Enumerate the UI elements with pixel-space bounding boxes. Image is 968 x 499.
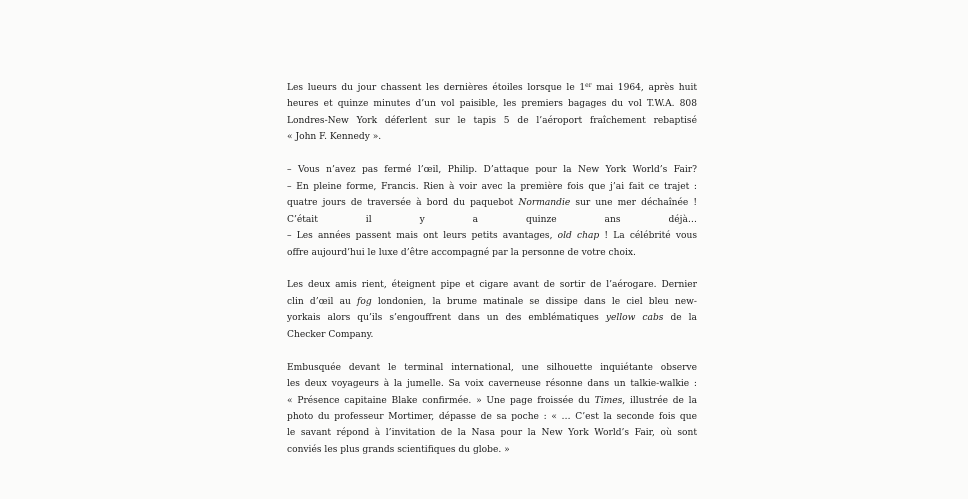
text-line: [287, 228, 697, 244]
text-line: [287, 179, 697, 195]
text-line: [287, 113, 697, 129]
text-line: [287, 96, 697, 112]
italic-text: yellow cabs: [605, 313, 664, 324]
text-line: [287, 162, 697, 178]
text-run: – Vous n’avez pas fermé l’œil, Philip. D’attaque pour la New York World’s Fair?: [287, 165, 697, 176]
text-run: « Présence capitaine Blake confirmée. » Une page froissée du: [287, 395, 595, 406]
paragraph: [287, 277, 697, 343]
italic-text: Normandie: [518, 198, 571, 209]
text-run: conviés les plus grands scientifiques du globe. »: [287, 444, 510, 455]
text-run: mai 1964, après huit: [591, 83, 698, 93]
text-line: [287, 360, 697, 376]
text-run: « John F. Kennedy ».: [287, 132, 382, 143]
text-line: [287, 195, 697, 211]
text-line: [287, 277, 697, 293]
text-run: – En pleine forme, Francis. Rien à voir avec la première fois que j’ai fait ce trajet :: [287, 181, 697, 192]
text-run: le savant répond à l’invitation de la Nasa pour la New York World’s Fair, où sont: [287, 428, 697, 439]
text-run: ! La célébrité vous: [599, 231, 697, 242]
text-run: , illustrée de la: [622, 395, 698, 406]
text-run: offre aujourd’hui le luxe d’être accompagné par la personne de votre choix.: [287, 247, 636, 258]
text-line: [287, 212, 697, 228]
text-run: sur une mer déchaînée !: [570, 198, 698, 209]
text-line: [287, 80, 697, 96]
italic-text: Times: [594, 395, 623, 406]
text-run: yorkais alors qu’ils s’engouffrent dans un des emblématiques: [287, 313, 606, 324]
italic-text: fog: [357, 296, 372, 307]
italic-text: old chap: [557, 231, 600, 242]
text-line: [287, 442, 697, 458]
paragraph: [287, 80, 697, 146]
text-line: [287, 393, 697, 409]
paragraph: [287, 162, 697, 261]
text-line: [287, 409, 697, 425]
text-line: [287, 425, 697, 441]
text-run: Checker Company.: [287, 329, 374, 340]
text-run: heures et quinze minutes d’un vol paisible, les premiers bagages du vol T.W.A. 808: [287, 99, 697, 110]
text-run: C’était il y a quinze ans déjà…: [287, 214, 697, 225]
text-run: Embusquée devant le terminal international, une silhouette inquiétante observe: [287, 362, 697, 373]
text-run: Londres-New York déferlent sur le tapis 5 de l’aéroport fraîchement rebaptisé: [287, 115, 697, 126]
text-line: [287, 245, 697, 261]
text-run: clin d’œil au: [287, 296, 358, 307]
text-run: photo du professeur Mortimer, dépasse de sa poche : « … C’est la seconde fois que: [287, 412, 697, 423]
text-run: de la: [663, 313, 697, 324]
text-line: [287, 327, 697, 343]
text-line: [287, 376, 697, 392]
text-run: quatre jours de traversée à bord du paquebot: [287, 198, 519, 209]
text-run: les deux voyageurs à la jumelle. Sa voix caverneuse résonne dans un talkie-walkie :: [287, 379, 697, 390]
text-line: [287, 129, 697, 145]
text-line: [287, 310, 697, 326]
body-text: [287, 80, 697, 458]
text-run: londonien, la brume matinale se dissipe dans le ciel bleu new-: [371, 296, 697, 307]
text-run: Les lueurs du jour chassent les dernières étoiles lorsque le 1: [287, 83, 586, 93]
text-run: Les deux amis rient, éteignent pipe et cigare avant de sortir de l’aérogare. Dernier: [287, 280, 697, 291]
text-run: – Les années passent mais ont leurs petits avantages,: [287, 231, 558, 242]
text-line: [287, 294, 697, 310]
paragraph: [287, 360, 697, 459]
superscript: er: [585, 82, 592, 89]
